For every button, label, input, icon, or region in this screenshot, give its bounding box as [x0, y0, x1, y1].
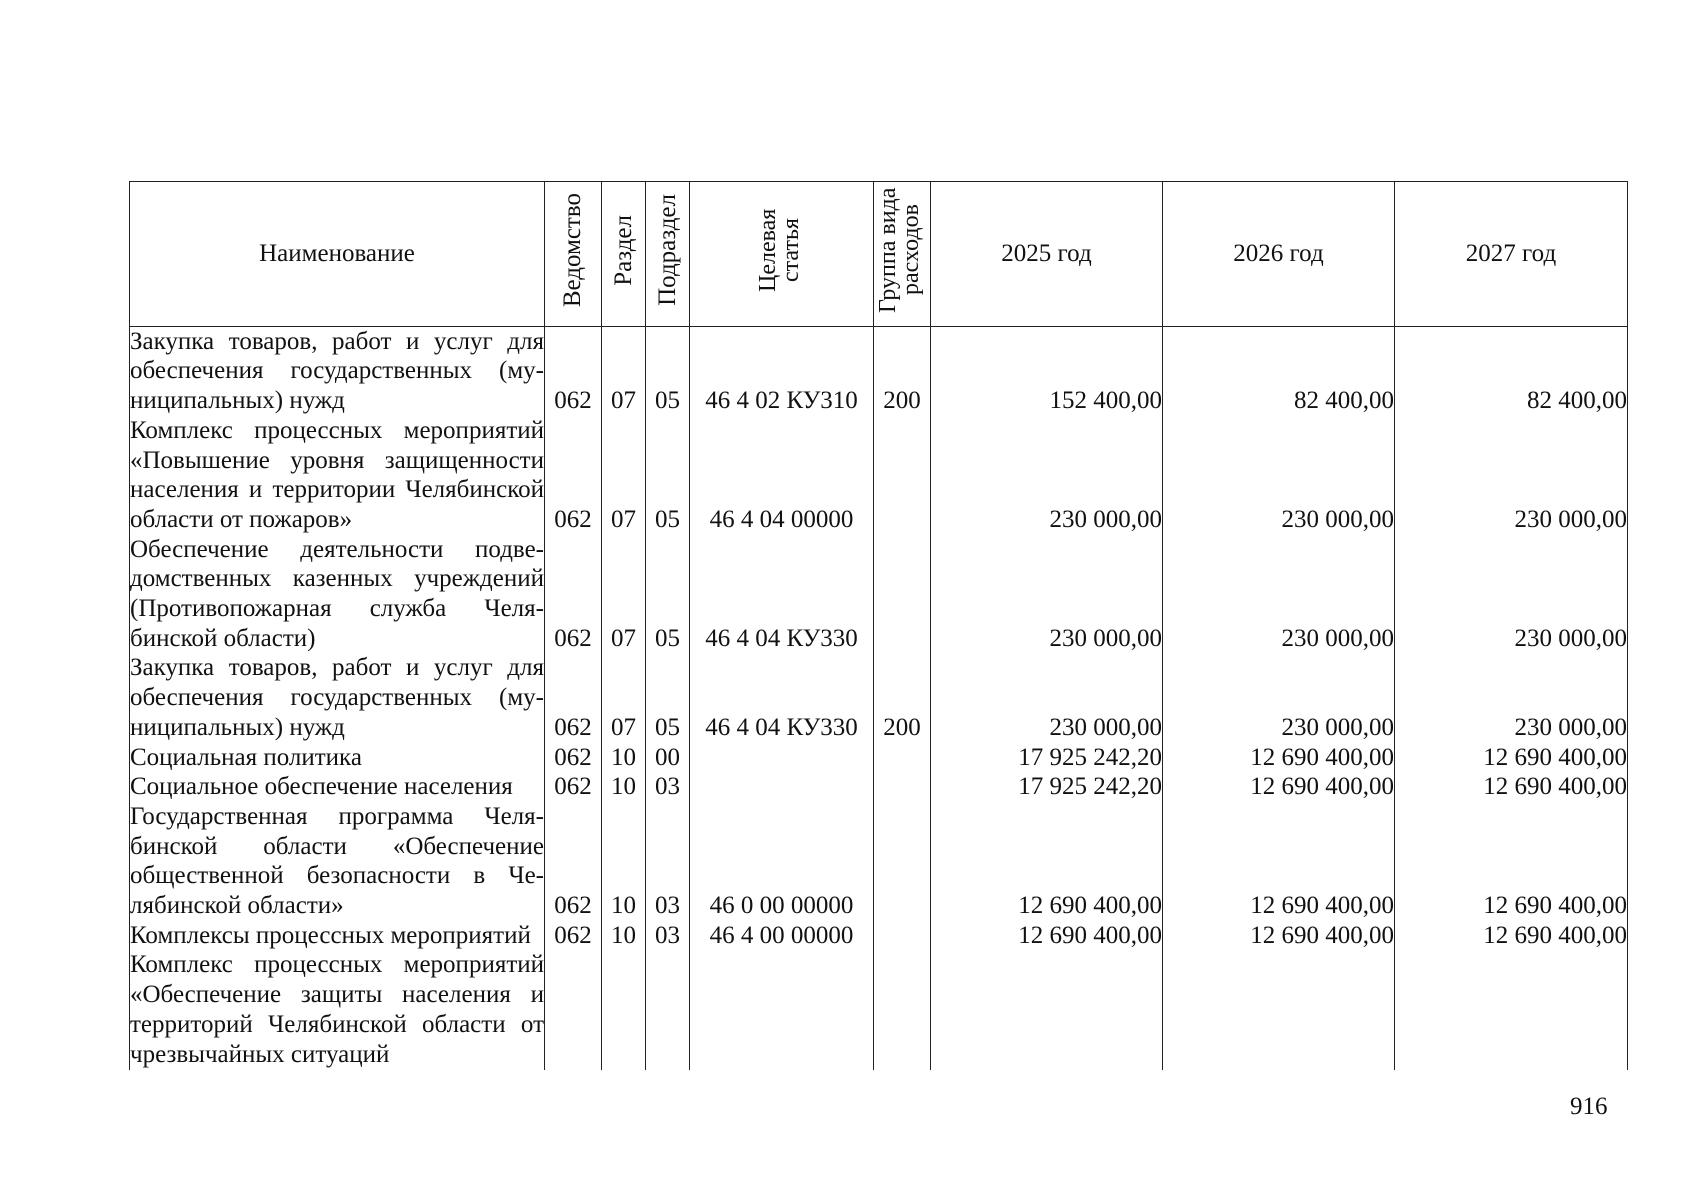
row-podrazdel: 03: [646, 802, 690, 921]
row-2025: 230 000,00: [931, 535, 1163, 654]
row-razdel: 07: [602, 326, 646, 416]
row-name: Закупка товаров, работ и услуг для обеспечения государственных (муниципальных) нужд: [130, 654, 544, 741]
header-2026: [1163, 182, 1395, 327]
row-name: Социальная политика: [130, 743, 545, 773]
row-podrazdel: 05: [646, 535, 690, 654]
row-tselevaya-statya: [690, 950, 874, 1070]
row-2027: 12 690 400,00: [1395, 921, 1628, 951]
row-gruppa: 200: [874, 326, 931, 416]
row-razdel: 10: [602, 743, 646, 773]
row-name: Социальное обеспечение населения: [130, 772, 545, 802]
row-gruppa: [874, 535, 931, 654]
row-podrazdel: 03: [646, 921, 690, 951]
row-gruppa: [874, 772, 931, 802]
row-name: Закупка товаров, работ и услуг для обеспечения государственных (муниципальных) нужд: [130, 327, 544, 415]
page-number: 916: [1570, 1093, 1608, 1120]
row-vedomstvo: [545, 950, 602, 1070]
header-name-label: Наименование: [259, 240, 415, 267]
row-vedomstvo: 062: [545, 535, 602, 654]
row-tselevaya-statya: 46 4 00 00000: [690, 921, 874, 951]
row-2025: 12 690 400,00: [931, 921, 1163, 951]
row-2026: [1163, 950, 1395, 1070]
row-vedomstvo: 062: [545, 416, 602, 535]
table-row: [130, 772, 1628, 802]
table-row: [130, 535, 1628, 654]
row-2026: 230 000,00: [1163, 653, 1395, 742]
row-name: Комплекс процессных мероприятий «Обеспечение защиты населения и территорий Челябинской области от чрезвычайных ситуаций: [130, 950, 545, 1070]
row-gruppa: [874, 743, 931, 773]
row-2026: 12 690 400,00: [1163, 921, 1395, 951]
row-2027: 12 690 400,00: [1395, 743, 1628, 773]
header-2025-label: 2025 год: [1001, 240, 1092, 267]
row-razdel: 07: [602, 653, 646, 742]
header-razdel-label: Раздел: [609, 214, 637, 286]
header-gruppa-label: Группа вида расходов: [875, 187, 924, 313]
row-2025: [931, 950, 1163, 1070]
row-podrazdel: 00: [646, 743, 690, 773]
header-2027-label: 2027 год: [1465, 240, 1557, 267]
row-2027: 230 000,00: [1395, 653, 1628, 742]
row-tselevaya-statya: 46 4 04 КУ330: [690, 535, 874, 654]
row-2026: 82 400,00: [1163, 326, 1395, 416]
row-podrazdel: 05: [646, 653, 690, 742]
table-row: [130, 653, 1628, 742]
row-2025: 17 925 242,20: [931, 772, 1163, 802]
row-vedomstvo: 062: [545, 326, 602, 416]
row-2025: 17 925 242,20: [931, 743, 1163, 773]
row-2026: 12 690 400,00: [1163, 743, 1395, 773]
row-tselevaya-statya: 46 0 00 00000: [690, 802, 874, 921]
row-2027: 12 690 400,00: [1395, 772, 1628, 802]
row-2025: 230 000,00: [931, 653, 1163, 742]
row-tselevaya-statya: 46 4 04 КУ330: [690, 653, 874, 742]
row-gruppa: [874, 416, 931, 535]
row-name: Обеспечение деятельности подведомственных казенных учреждений (Противопожарная служба Челябинской области): [130, 535, 544, 652]
row-2027: 82 400,00: [1395, 326, 1628, 416]
row-2026: 230 000,00: [1163, 535, 1395, 654]
row-2027: [1395, 950, 1628, 1070]
row-2027: 230 000,00: [1395, 535, 1628, 654]
table-header: [130, 182, 1628, 327]
budget-table: [129, 181, 1628, 1070]
row-razdel: 10: [602, 802, 646, 921]
header-podrazdel-label: Подраздел: [653, 194, 681, 306]
header-2025: [931, 182, 1163, 327]
table-row: [130, 802, 1628, 921]
header-tselevaya-statya: [690, 182, 874, 327]
row-razdel: 10: [602, 772, 646, 802]
row-vedomstvo: 062: [545, 921, 602, 951]
row-razdel: [602, 950, 646, 1070]
row-gruppa: 200: [874, 653, 931, 742]
table-row: [130, 950, 1628, 1070]
row-vedomstvo: 062: [545, 772, 602, 802]
header-2027: [1395, 182, 1628, 327]
row-2026: 230 000,00: [1163, 416, 1395, 535]
row-tselevaya-statya: [690, 743, 874, 773]
row-razdel: 07: [602, 535, 646, 654]
table-row: [130, 416, 1628, 535]
header-2026-label: 2026 год: [1233, 240, 1324, 267]
row-tselevaya-statya: 46 4 02 КУ310: [690, 326, 874, 416]
table-row: [130, 743, 1628, 773]
row-razdel: 10: [602, 921, 646, 951]
header-vedomstvo: [545, 182, 602, 327]
row-vedomstvo: 062: [545, 743, 602, 773]
row-tselevaya-statya: 46 4 04 00000: [690, 416, 874, 535]
header-razdel: [602, 182, 646, 327]
row-vedomstvo: 062: [545, 802, 602, 921]
row-podrazdel: 05: [646, 326, 690, 416]
header-name: [130, 182, 545, 327]
row-name: Государственная программа Челябинской области «Обеспечение общественной безопасности в Челябинской области»: [130, 802, 544, 920]
row-2026: 12 690 400,00: [1163, 802, 1395, 921]
row-2027: 230 000,00: [1395, 416, 1628, 535]
row-gruppa: [874, 802, 931, 921]
table-row: [130, 326, 1628, 416]
row-vedomstvo: 062: [545, 653, 602, 742]
row-2025: 152 400,00: [931, 326, 1163, 416]
row-2026: 12 690 400,00: [1163, 772, 1395, 802]
row-name: Комплекс процессных мероприятий «Повышение уровня защищенности населения и территории Челябинской области от пожаров»: [130, 416, 544, 533]
header-podrazdel: [646, 182, 690, 327]
row-tselevaya-statya: [690, 772, 874, 802]
row-gruppa: [874, 921, 931, 951]
row-2027: 12 690 400,00: [1395, 802, 1628, 921]
row-2025: 230 000,00: [931, 416, 1163, 535]
row-gruppa: [874, 950, 931, 1070]
header-tselevaya-statya-label: Целевая статья: [754, 208, 804, 292]
header-gruppa-vida-raskhodov: [874, 182, 931, 327]
row-razdel: 07: [602, 416, 646, 535]
row-name: Комплексы процессных мероприятий: [130, 921, 545, 951]
row-podrazdel: [646, 950, 690, 1070]
row-podrazdel: 03: [646, 772, 690, 802]
row-podrazdel: 05: [646, 416, 690, 535]
table-row: [130, 921, 1628, 951]
row-2025: 12 690 400,00: [931, 802, 1163, 921]
header-vedomstvo-label: Ведомство: [559, 192, 586, 308]
